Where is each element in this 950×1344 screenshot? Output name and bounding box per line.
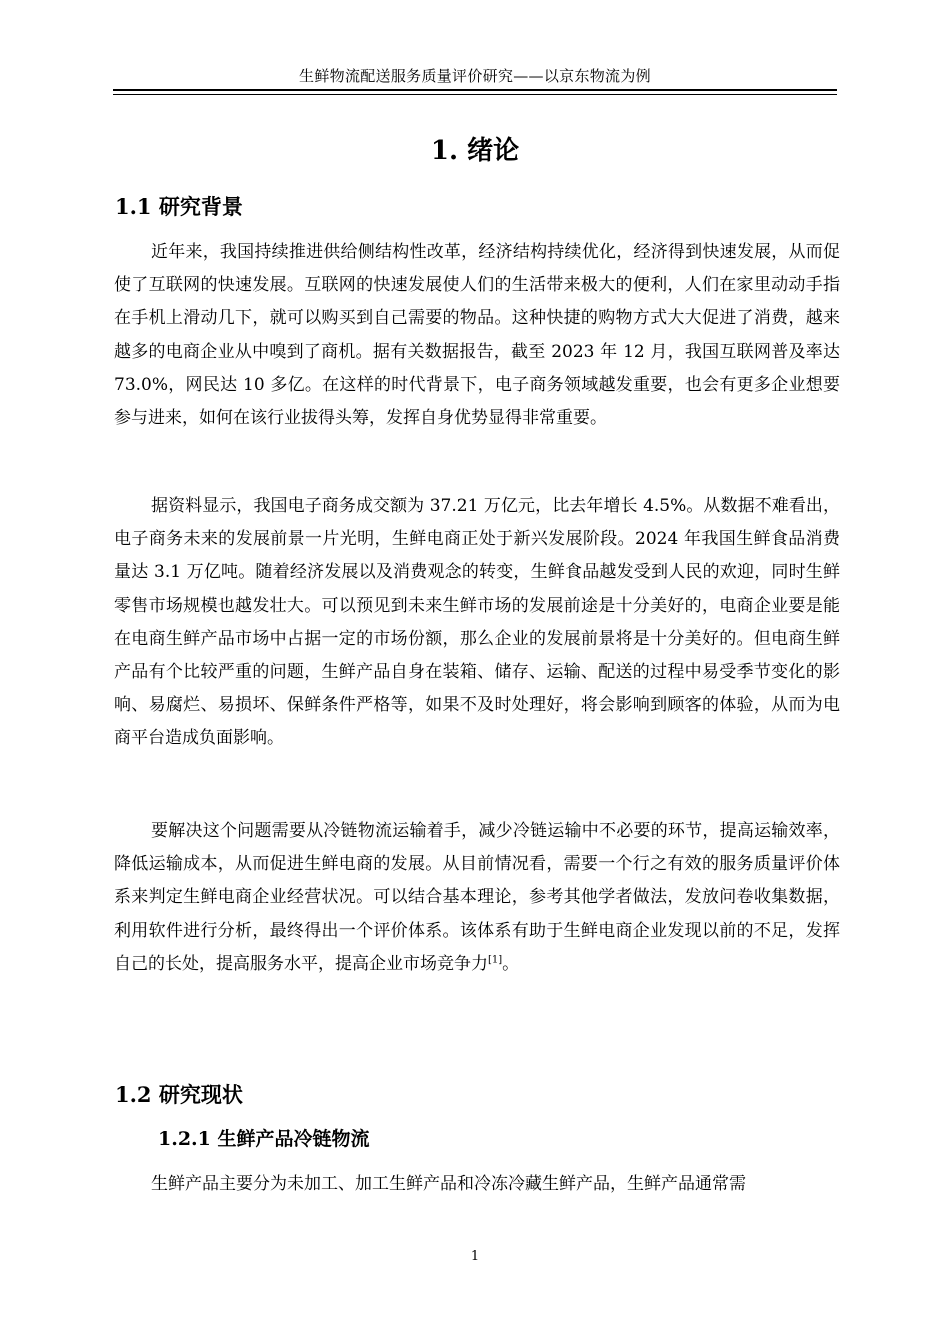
paragraph-background-3-end: 。: [502, 953, 520, 974]
paragraph-cold-chain-1: 生鲜产品主要分为未加工、加工生鲜产品和冷冻冷藏生鲜产品，生鲜产品通常需: [151, 1174, 746, 1194]
paragraph-background-3: [114, 815, 840, 981]
section-title-background: 1.1 研究背景: [115, 194, 243, 219]
paragraph-background-2: 据资料显示，我国电子商务成交额为 37.21 万亿元，比去年增长 4.5%。从数据不难看出，电子商务未来的发展前景一片光明，生鲜电商正处于新兴发展阶段。2024 年我国生鲜食品消费量达 3.1 万亿吨。随着经济发展以及消费观念的转变，生鲜食品越发受到人民的欢迎，同时生鲜零售市场规模也越发壮大。可以预见到未来生鲜市场的发展前途是十分美好的，电商企业要是能在电商生鲜产品市场中占据一定的市场份额，那么企业的发展前景将是十分美好的。但电商生鲜产品有个比较严重的问题，生鲜产品自身在装箱、储存、运输、配送的过程中易受季节变化的影响、易腐烂、易损坏、保鲜条件严格等，如果不及时处理好，将会影响到顾客的体验，从而为电商平台造成负面影响。: [114, 496, 840, 749]
paragraph-background-3-text: 要解决这个问题需要从冷链物流运输着手，减少冷链运输中不必要的环节，提高运输效率，降低运输成本，从而促进生鲜电商的发展。从目前情况看，需要一个行之有效的服务质量评价体系来判定生鲜电商企业经营状况。可以结合基本理论，参考其他学者做法，发放问卷收集数据，利用软件进行分析，最终得出一个评价体系。该体系有助于生鲜电商企业发现以前的不足，发挥自己的长处，提高服务水平，提高企业市场竞争力: [114, 821, 840, 974]
citation-marker: [1]: [488, 954, 503, 966]
page-number: 1: [470, 1249, 480, 1264]
section-title-status: 1.2 研究现状: [115, 1082, 243, 1107]
subsection-title-cold-chain: 1.2.1 生鲜产品冷链物流: [158, 1128, 370, 1150]
paragraph-background-1: 近年来，我国持续推进供给侧结构性改革，经济结构持续优化，经济得到快速发展，从而促使了互联网的快速发展。互联网的快速发展使人们的生活带来极大的便利，人们在家里动动手指在手机上滑动几下，就可以购买到自己需要的物品。这种快捷的购物方式大大促进了消费，越来越多的电商企业从中嗅到了商机。据有关数据报告，截至 2023 年 12 月，我国互联网普及率达 73.0%，网民达 10 多亿。在这样的时代背景下，电子商务领域越发重要，也会有更多企业想要参与进来，如何在该行业拔得头筹，发挥自身优势显得非常重要。: [114, 242, 840, 429]
header-rule-thick: [113, 89, 837, 91]
chapter-title: 1. 绪论: [430, 136, 520, 166]
header-rule-thin: [113, 94, 837, 95]
running-header: 生鲜物流配送服务质量评价研究——以京东物流为例: [299, 67, 651, 85]
